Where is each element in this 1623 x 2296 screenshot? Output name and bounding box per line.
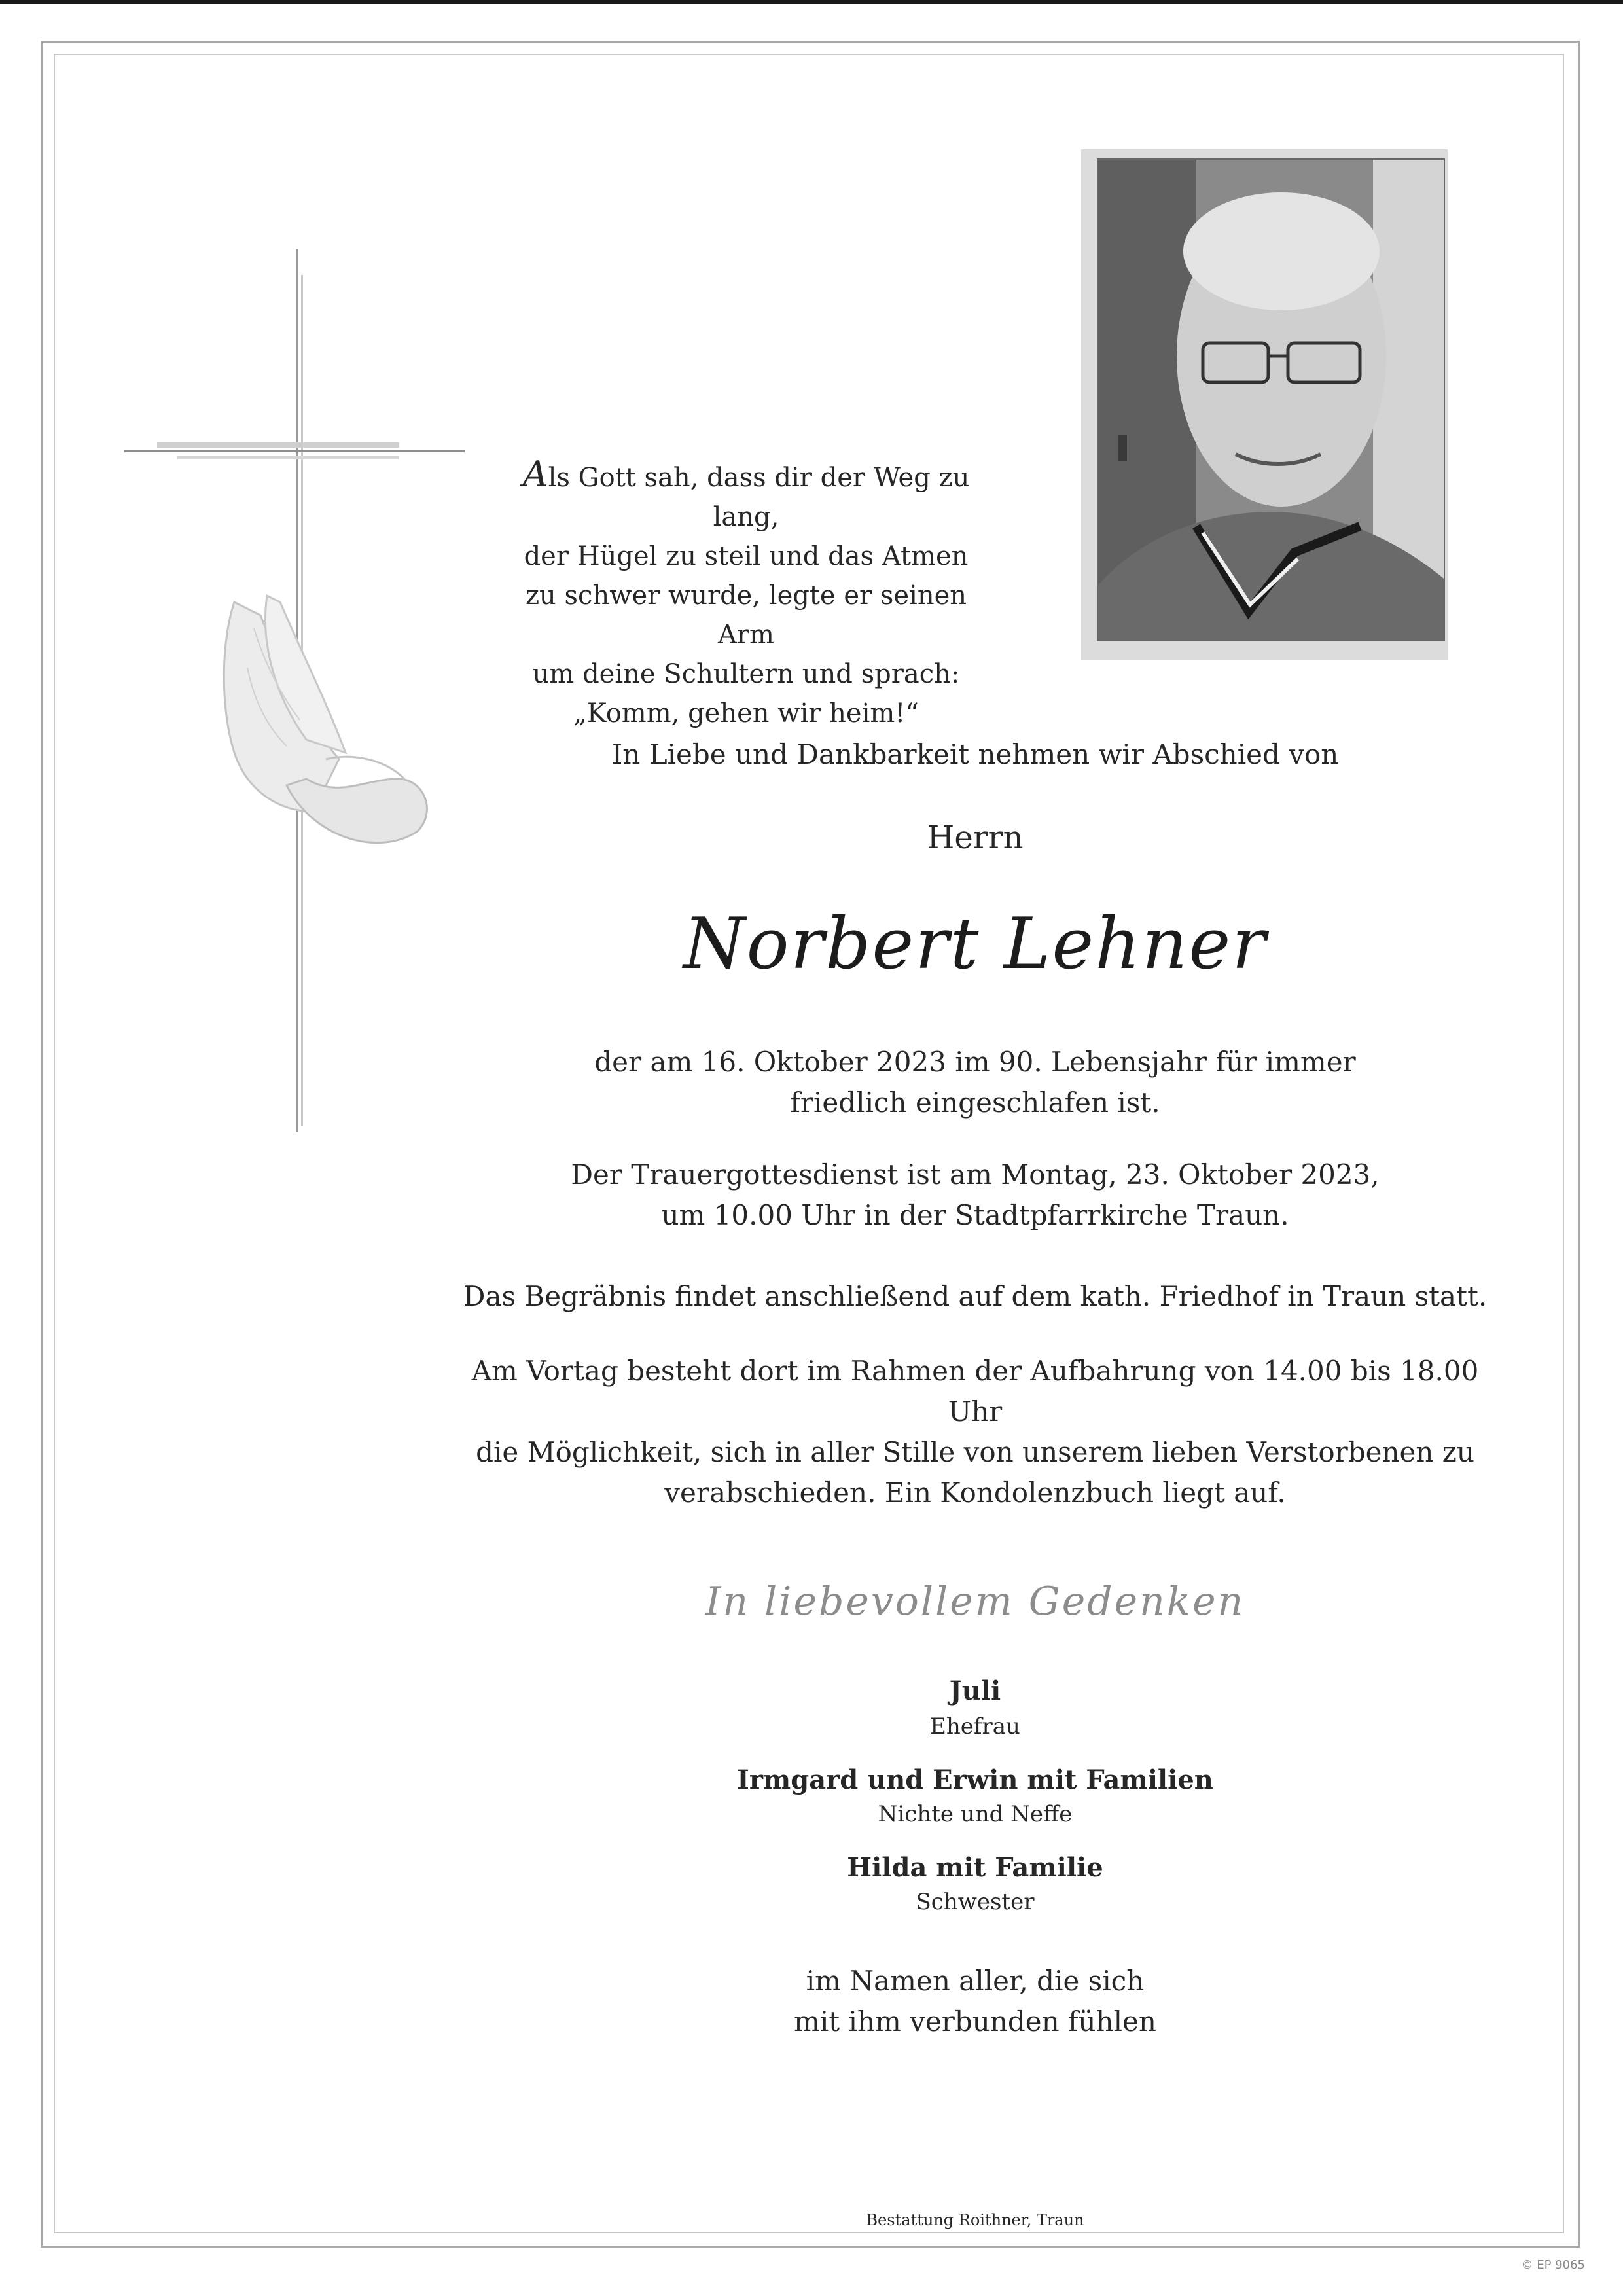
poem-line-5: „Komm, gehen wir heim!“	[573, 698, 919, 728]
poem-line-4: um deine Schultern und sprach:	[532, 659, 960, 689]
mourner-name: Juli	[949, 1676, 1001, 1706]
mourner-relation: Nichte und Neffe	[878, 1801, 1073, 1827]
viewing-line-1: Am Vortag besteht dort im Rahmen der Aufbahrung von 14.00 bis 18.00 Uhr	[471, 1355, 1479, 1427]
portrait-photo	[1097, 158, 1445, 641]
gedenken-heading: In liebevollem Gedenken	[705, 1579, 1245, 1624]
death-paragraph	[458, 1042, 1492, 1123]
poem	[497, 455, 995, 733]
poem-dropcap: A	[522, 454, 548, 495]
service-paragraph	[458, 1155, 1492, 1236]
mourner-name: Irmgard und Erwin mit Familien	[737, 1765, 1213, 1795]
viewing-line-2: die Möglichkeit, sich in aller Stille von unserem lieben Verstorbenen zu	[476, 1436, 1474, 1468]
poem-line-3: zu schwer wurde, legte er seinen Arm	[525, 581, 967, 650]
poem-line-2: der Hügel zu steil und das Atmen	[524, 541, 969, 571]
service-line-2: um 10.00 Uhr in der Stadtpfarrkirche Traun.	[661, 1199, 1289, 1231]
mourner-relation: Ehefrau	[930, 1713, 1020, 1740]
scan-edge	[0, 0, 1623, 4]
deceased-name: Norbert Lehner	[683, 903, 1267, 985]
funeral-home-footer: Bestattung Roithner, Traun	[866, 2211, 1084, 2229]
closing-text	[458, 1961, 1492, 2042]
viewing-paragraph	[458, 1351, 1492, 1513]
death-line-2: friedlich eingeschlafen ist.	[790, 1086, 1160, 1119]
product-code: © EP 9065	[1521, 2258, 1585, 2272]
mourner-name: Hilda mit Familie	[847, 1852, 1103, 1883]
viewing-line-3: verabschieden. Ein Kondolenzbuch liegt auf.	[664, 1477, 1286, 1509]
burial-paragraph: Das Begräbnis findet anschließend auf dem kath. Friedhof in Traun statt.	[463, 1280, 1488, 1312]
closing-line-1: im Namen aller, die sich	[806, 1965, 1145, 1997]
salutation: Herrn	[927, 819, 1024, 856]
intro-text: In Liebe und Dankbarkeit nehmen wir Abschied von	[611, 738, 1339, 770]
death-line-1: der am 16. Oktober 2023 im 90. Lebensjahr für immer	[594, 1046, 1356, 1078]
poem-line-1: Als Gott sah, dass dir der Weg zu lang,	[522, 454, 970, 532]
praying-hands-icon	[208, 589, 444, 877]
mourner-relation: Schwester	[916, 1889, 1035, 1915]
service-line-1: Der Trauergottesdienst ist am Montag, 23. Oktober 2023,	[571, 1158, 1380, 1191]
closing-line-2: mit ihm verbunden fühlen	[794, 2005, 1156, 2037]
